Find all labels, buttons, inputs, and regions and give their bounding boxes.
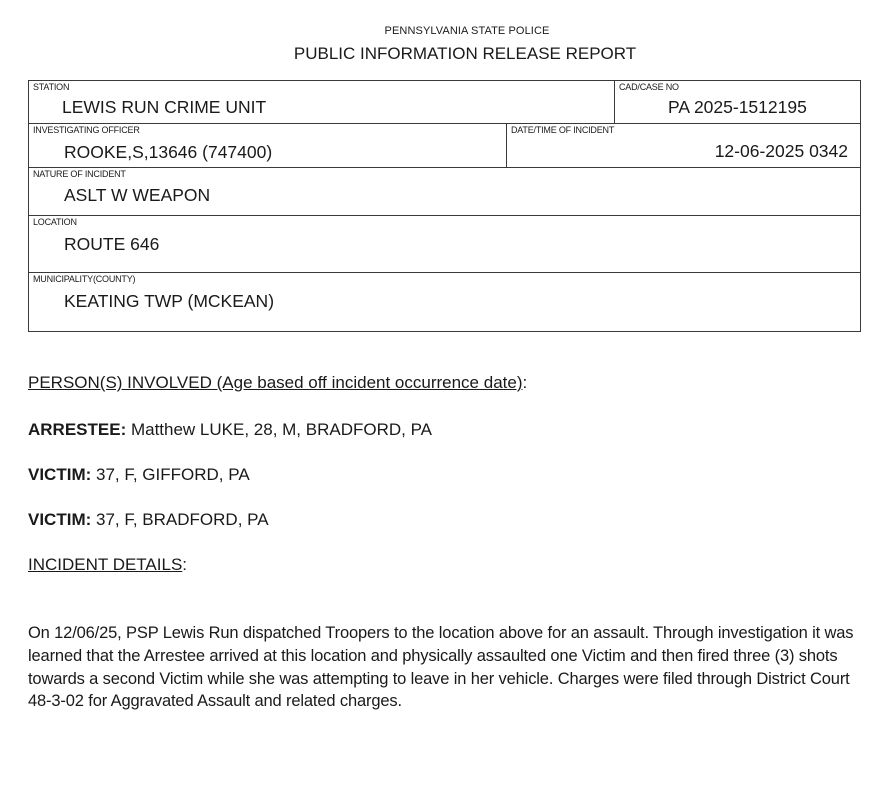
person-entry-victim-2 <box>28 510 269 530</box>
case-no-label: CAD/CASE NO <box>619 82 679 92</box>
incident-info-table <box>28 80 861 332</box>
report-title: PUBLIC INFORMATION RELEASE REPORT <box>293 44 637 63</box>
incident-narrative: On 12/06/25, PSP Lewis Run dispatched Troopers to the location above for an assault. Through investigation it was learned that the Arrestee arrived at this location and physically assaulted one Victim and then fired three (3) shots towards a second Victim while she was attempting to leave in her vehicle. Charges were filed through District Court 48-3-02 for Aggravated Assault and related charges. <box>28 624 854 711</box>
persons-involved-heading <box>28 373 527 393</box>
municipality-label: MUNICIPALITY(COUNTY) <box>33 274 136 284</box>
incident-datetime-cell <box>506 124 860 167</box>
person-entry-arrestee <box>28 420 432 440</box>
incident-datetime-label: DATE/TIME OF INCIDENT <box>511 125 615 135</box>
station-row <box>29 81 860 124</box>
municipality-cell <box>29 273 860 331</box>
incident-details-heading-colon: : <box>182 555 188 574</box>
location-value: ROUTE 646 <box>64 234 160 254</box>
municipality-value: KEATING TWP (MCKEAN) <box>64 291 275 311</box>
person-role: VICTIM: <box>28 465 92 484</box>
person-details: Matthew LUKE, 28, M, BRADFORD, PA <box>126 420 433 439</box>
person-entry-victim-1 <box>28 465 250 485</box>
nature-value: ASLT W WEAPON <box>64 185 211 205</box>
municipality-row <box>29 273 860 331</box>
nature-row <box>29 168 860 216</box>
officer-cell <box>29 124 506 167</box>
station-cell <box>29 81 614 123</box>
agency-name: PENNSYLVANIA STATE POLICE <box>384 25 550 37</box>
incident-details-heading <box>28 555 187 575</box>
incident-details-heading-text: INCIDENT DETAILS <box>28 555 183 574</box>
person-details: 37, F, BRADFORD, PA <box>91 510 269 529</box>
station-value: LEWIS RUN CRIME UNIT <box>62 97 267 117</box>
officer-value: ROOKE,S,13646 (747400) <box>64 142 273 162</box>
persons-involved-heading-text: PERSON(S) INVOLVED (Age based off incident occurrence date) <box>28 373 523 392</box>
persons-involved-heading-colon: : <box>522 373 528 392</box>
officer-row <box>29 124 860 168</box>
nature-cell <box>29 168 860 215</box>
nature-label: NATURE OF INCIDENT <box>33 169 126 179</box>
case-no-value: PA 2025-1512195 <box>668 97 807 117</box>
officer-label: INVESTIGATING OFFICER <box>33 125 140 135</box>
incident-datetime-value: 12-06-2025 0342 <box>714 141 848 161</box>
location-cell <box>29 216 860 272</box>
location-row <box>29 216 860 273</box>
case-no-cell <box>614 81 860 123</box>
person-role: ARRESTEE: <box>28 420 127 439</box>
person-details: 37, F, GIFFORD, PA <box>91 465 250 484</box>
location-label: LOCATION <box>33 217 77 227</box>
station-label: STATION <box>33 82 70 92</box>
person-role: VICTIM: <box>28 510 92 529</box>
